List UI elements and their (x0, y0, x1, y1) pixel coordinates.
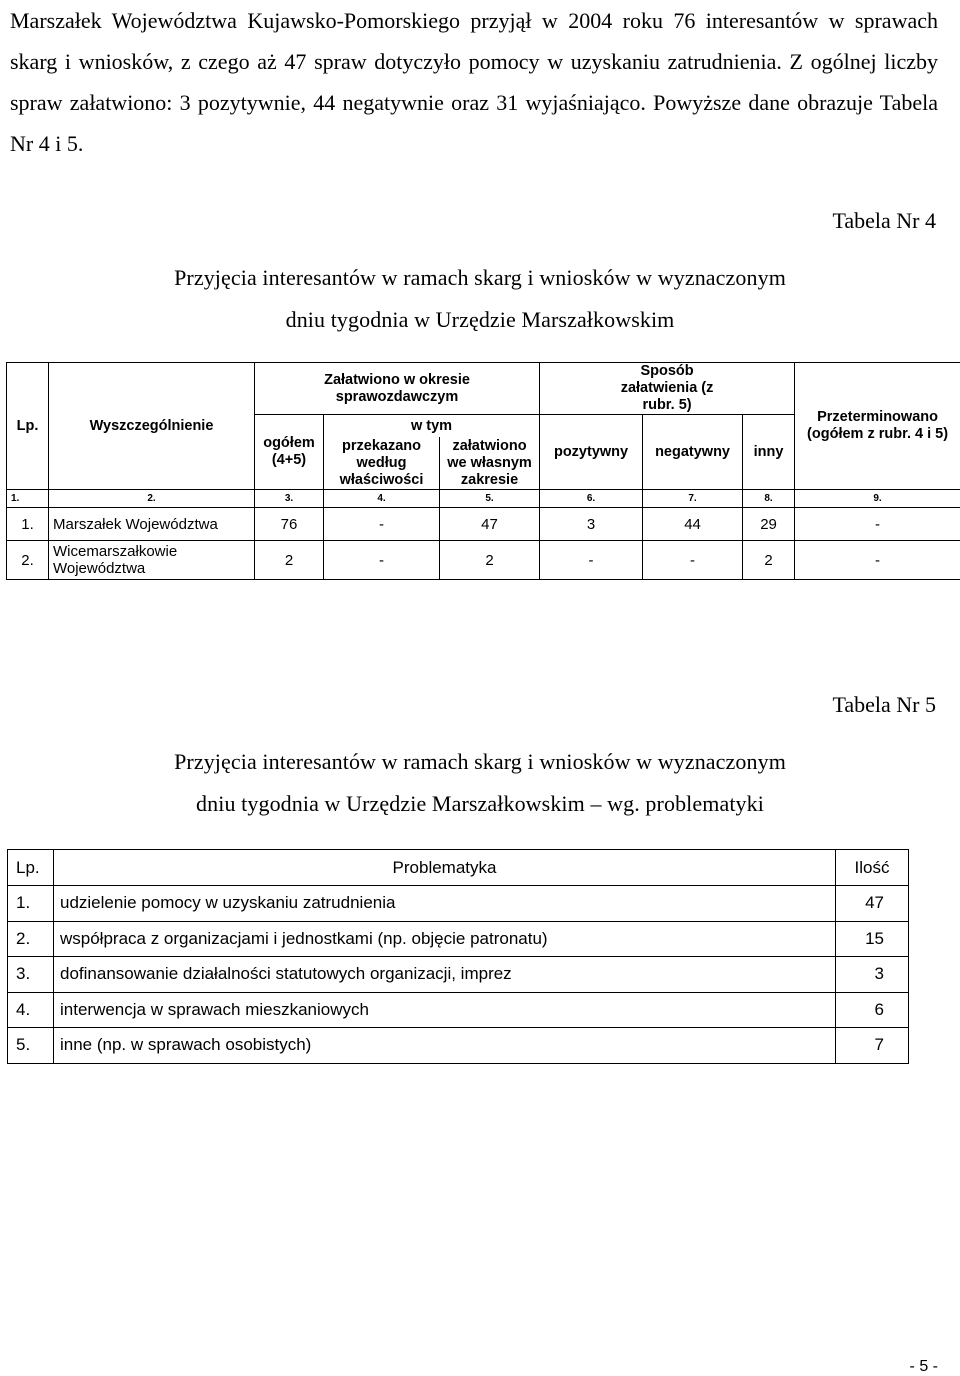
table4-header-row-1 (7, 363, 960, 415)
col-number: 6. (540, 490, 643, 508)
row-lp: 1. (8, 886, 54, 922)
row-ogolem: 76 (255, 508, 324, 541)
table-row (8, 921, 909, 957)
row-inny: 2 (743, 541, 795, 580)
row-lp: 5. (8, 1028, 54, 1064)
header-pozytywny: pozytywny (540, 415, 643, 490)
table5-header-row (8, 850, 909, 886)
table5-caption-line1: Przyjęcia interesantów w ramach skarg i wniosków w wyznaczonym (0, 741, 960, 783)
row-ilosc: 15 (836, 921, 909, 957)
row-przeterminowano: - (795, 541, 960, 580)
table4-caption (0, 257, 960, 341)
row-lp: 4. (8, 992, 54, 1028)
row-pozytywny: - (540, 541, 643, 580)
header-przekazano: przekazano według właściwości (324, 437, 440, 490)
row-przeterminowano: - (795, 508, 960, 541)
header-zalatwiono-okres: Załatwiono w okresie sprawozdawczym (255, 363, 540, 415)
table5-caption (0, 741, 960, 825)
col-number: 9. (795, 490, 960, 508)
row-lp: 1. (7, 508, 49, 541)
header-ogolem: ogółem (4+5) (255, 415, 324, 490)
table-row (8, 1028, 909, 1064)
header-lp: Lp. (7, 363, 49, 490)
header-przeterminowano: Przeterminowano (ogółem z rubr. 4 i 5) (795, 363, 960, 490)
row-zalatwiono: 47 (440, 508, 540, 541)
col-number: 5. (440, 490, 540, 508)
header-wyszczegolnienie: Wyszczególnienie (49, 363, 255, 490)
table4-number-row (7, 490, 960, 508)
row-negatywny: - (643, 541, 743, 580)
row-ilosc: 47 (836, 886, 909, 922)
header-zalatwiono-wlasny: załatwiono we własnym zakresie (440, 437, 540, 490)
table4-label: Tabela Nr 4 (832, 208, 936, 234)
table5-label: Tabela Nr 5 (832, 692, 936, 718)
row-inny: 29 (743, 508, 795, 541)
header-ilosc: Ilość (836, 850, 909, 886)
row-zalatwiono: 2 (440, 541, 540, 580)
row-pozytywny: 3 (540, 508, 643, 541)
row-przekazano: - (324, 541, 440, 580)
table-row (7, 508, 960, 541)
table5 (7, 849, 909, 1064)
row-ilosc: 3 (836, 957, 909, 993)
row-ogolem: 2 (255, 541, 324, 580)
table-row (7, 541, 960, 580)
col-number: 3. (255, 490, 324, 508)
table5-caption-line2: dniu tygodnia w Urzędzie Marszałkowskim – wg. problematyki (0, 783, 960, 825)
table-row (8, 992, 909, 1028)
row-ilosc: 7 (836, 1028, 909, 1064)
row-lp: 2. (8, 921, 54, 957)
row-problem: udzielenie pomocy w uzyskaniu zatrudnienia (54, 886, 836, 922)
table-row (8, 886, 909, 922)
header-inny: inny (743, 415, 795, 490)
table-row (8, 957, 909, 993)
col-number: 7. (643, 490, 743, 508)
col-number: 8. (743, 490, 795, 508)
col-number: 4. (324, 490, 440, 508)
row-problem: współpraca z organizacjami i jednostkami (np. objęcie patronatu) (54, 921, 836, 957)
header-problematyka: Problematyka (54, 850, 836, 886)
table4 (6, 362, 960, 580)
row-negatywny: 44 (643, 508, 743, 541)
row-problem: dofinansowanie działalności statutowych organizacji, imprez (54, 957, 836, 993)
row-lp: 2. (7, 541, 49, 580)
col-number: 1. (7, 490, 49, 508)
row-problem: interwencja w sprawach mieszkaniowych (54, 992, 836, 1028)
header-negatywny: negatywny (643, 415, 743, 490)
row-lp: 3. (8, 957, 54, 993)
intro-paragraph: Marszałek Województwa Kujawsko-Pomorskiego przyjął w 2004 roku 76 interesantów w sprawach skarg i wniosków, z czego aż 47 spraw dotyczyło pomocy w uzyskaniu zatrudnienia. Z ogólnej liczby spraw załatwiono: 3 pozytywnie, 44 negatywnie oraz 31 wyjaśniająco. Powyższe dane obrazuje Tabela Nr 4 i 5. (10, 0, 938, 164)
page-number: - 5 - (910, 1358, 938, 1376)
table4-caption-line2: dniu tygodnia w Urzędzie Marszałkowskim (0, 299, 960, 341)
header-lp: Lp. (8, 850, 54, 886)
col-number: 2. (49, 490, 255, 508)
row-problem: inne (np. w sprawach osobistych) (54, 1028, 836, 1064)
row-przekazano: - (324, 508, 440, 541)
header-sposob: Sposób załatwienia (z rubr. 5) (540, 363, 795, 415)
row-name: Wicemarszałkowie Województwa (49, 541, 255, 580)
row-ilosc: 6 (836, 992, 909, 1028)
table4-caption-line1: Przyjęcia interesantów w ramach skarg i wniosków w wyznaczonym (0, 257, 960, 299)
row-name: Marszałek Województwa (49, 508, 255, 541)
header-w-tym: w tym (324, 415, 540, 438)
